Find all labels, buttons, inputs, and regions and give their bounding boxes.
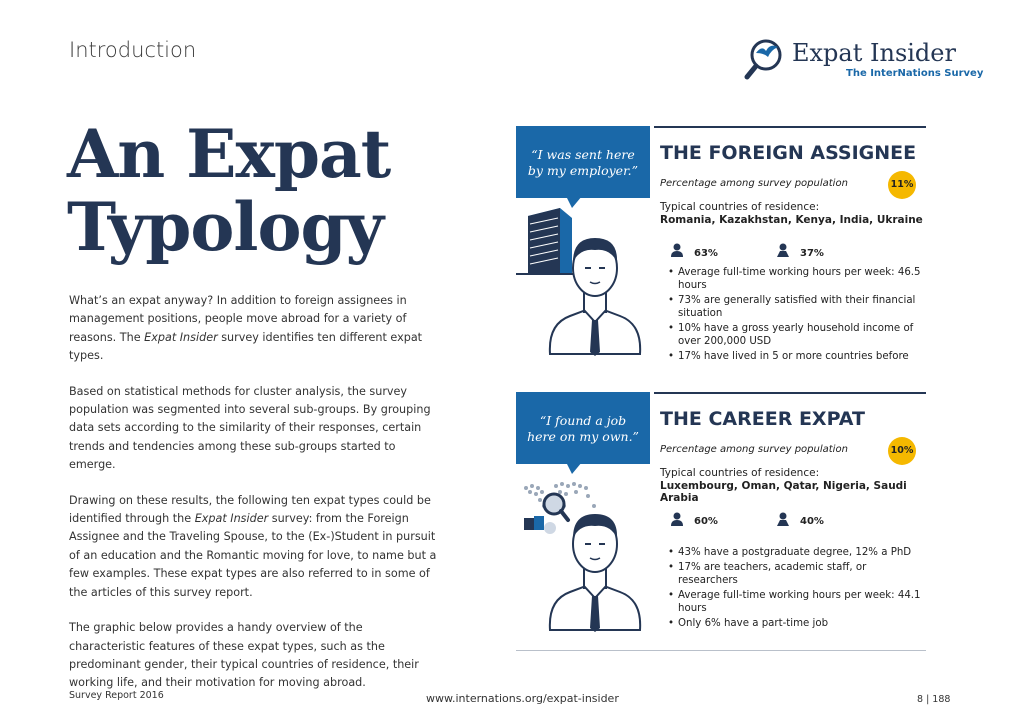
logo-subtitle: The InterNations Survey (846, 68, 984, 79)
intro-paragraph-2: Based on statistical methods for cluster analysis, the survey population was segmented into several sub-groups. By grouping data sets according to the similarity of their responses, certain trends and tendencies among these sub-groups started to emerge. (69, 384, 431, 472)
fact-item: • 17% are teachers, academic staff, or researchers (660, 561, 926, 587)
footer-report-label: Survey Report 2016 (69, 690, 164, 701)
male-icon (670, 243, 684, 257)
fact-item: • Only 6% have a part-time job (660, 617, 926, 630)
intro-paragraph-3: Drawing on these results, the following ten expat types could be identified through the Expat Insider survey: from the Foreign Assignee and the Traveling Spouse, to the (Ex-)Student in pursuit of an education and the Romantic moving for love, to name but a few examples. These expat types are also referred to in some of the articles of this survey report. (69, 493, 437, 599)
persona-card-career-expat (516, 392, 926, 654)
magnifier-bird-icon (744, 37, 790, 81)
persona-title: THE CAREER EXPAT (660, 408, 865, 430)
page-number: 8 | 188 (917, 694, 951, 705)
female-percentage: 40% (800, 516, 824, 527)
countries-label: Typical countries of residence: (660, 201, 820, 213)
card-divider (654, 392, 926, 394)
footer-url[interactable]: www.internations.org/expat-insider (426, 692, 619, 705)
intro-paragraph-4: The graphic below provides a handy overview of the characteristic features of these expat types, such as the predominant gender, their typical countries of residence, their working life, and their motivation for moving abroad. (69, 621, 419, 690)
male-percentage: 60% (694, 516, 718, 527)
fact-item: • 73% are generally satisfied with their financial situation (660, 294, 926, 320)
card-bottom-divider (516, 650, 926, 651)
fact-item: • 17% have lived in 5 or more countries before (660, 350, 926, 363)
countries-list: Luxembourg, Oman, Qatar, Nigeria, Saudi Arabia (660, 480, 907, 504)
fact-item: • Average full-time working hours per week: 44.1 hours (660, 589, 926, 615)
female-icon (776, 243, 790, 257)
facts-list (660, 266, 926, 365)
headline-line-1: An Expat (67, 115, 391, 193)
persona-card-foreign-assignee (516, 126, 926, 362)
quote-bubble: “I was sent here by my employer.” (516, 126, 650, 198)
female-icon (776, 512, 790, 526)
percentage-badge: 11% (888, 171, 916, 199)
countries-label: Typical countries of residence: (660, 467, 820, 479)
percentage-label: Percentage among survey population (660, 178, 848, 189)
fact-item: • 43% have a postgraduate degree, 12% a PhD (660, 546, 926, 559)
businessman-illustration (540, 226, 650, 356)
facts-list (660, 546, 926, 632)
percentage-label: Percentage among survey population (660, 444, 848, 455)
page-headline (67, 115, 391, 266)
percentage-badge: 10% (888, 437, 916, 465)
fact-item: • Average full-time working hours per week: 46.5 hours (660, 266, 926, 292)
section-title: Introduction (69, 38, 197, 62)
persona-title: THE FOREIGN ASSIGNEE (660, 142, 917, 164)
countries-list: Romania, Kazakhstan, Kenya, India, Ukraine (660, 214, 923, 226)
businessman-illustration (540, 502, 650, 632)
card-divider (654, 126, 926, 128)
fact-item: • 10% have a gross yearly household income of over 200,000 USD (660, 322, 926, 348)
bubble-tail (566, 196, 582, 208)
female-percentage: 37% (800, 248, 824, 259)
expat-insider-logo (744, 35, 984, 85)
male-icon (670, 512, 684, 526)
intro-paragraph-1: What’s an expat anyway? In addition to foreign assignees in management positions, people move abroad for a variety of reasons. The Expat Insider survey identifies ten different expat types. (69, 294, 423, 363)
headline-line-2: Typology (67, 188, 383, 266)
intro-text (69, 292, 437, 710)
bubble-tail (566, 462, 582, 474)
male-percentage: 63% (694, 248, 718, 259)
quote-bubble: “I found a job here on my own.” (516, 392, 650, 464)
logo-name: Expat Insider (792, 39, 956, 67)
